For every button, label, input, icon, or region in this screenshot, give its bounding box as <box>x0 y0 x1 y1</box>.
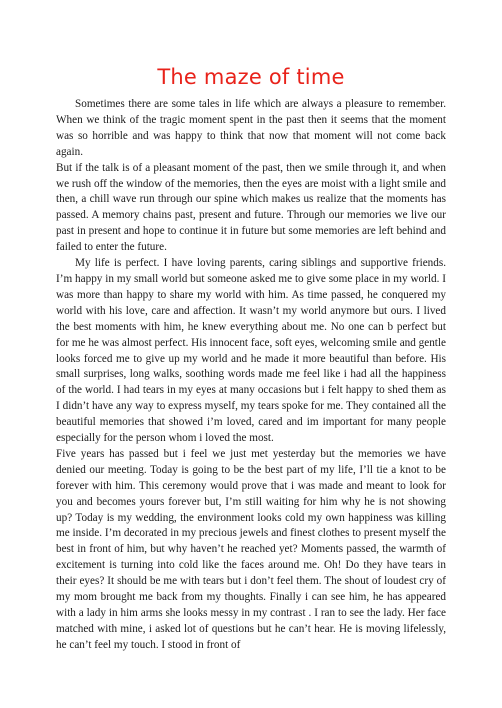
document-title: The maze of time <box>157 65 345 89</box>
document-body <box>56 97 446 654</box>
paragraph: Five years has passed but i feel we just met yesterday but the memories we have denied our meeting. Today is going to be the best part of my life, I’ll tie a knot to be forever with him. This ceremony would prove that i was made and meant to look for you and becomes yours forever but, I’m still waiting for him why he is not showing up? Today is my wedding, the environment looks cold my own happiness was killing me inside. I’m decorated in my precious jewels and finest clothes to present myself the best in front of him, but why haven’t he reached yet? Moments passed, the warmth of excitement is turning into cold like the faces around me. Oh! Do they have tears in their eyes? It should be me with tears but i don’t feel them. The shout of loudest cry of my mom brought me back from my thoughts. Finally i can see him, he has appeared with a lady in him arms she looks messy in my contrast . I ran to see the lady. Her face matched with mine, i asked lot of questions but he can’t hear. He is moving lifelessly, he can’t feel my touch. I stood in front of <box>56 447 446 651</box>
paragraph: But if the talk is of a pleasant moment of the past, then we smile through it, and when we rush off the window of the memories, then the eyes are moist with a light smile and then, a chill wave run through our spine which makes us realize that the moments has passed. A memory chains past, present and future. Through our memories we live our past in present and hope to continue it in future but some memories are left behind and failed to enter the future. <box>56 161 446 254</box>
paragraph: Sometimes there are some tales in life which are always a pleasure to remember. When we think of the tragic moment spent in the past then it seems that the moment was so horrible and was happy to think that now that moment will not come back again. <box>56 98 446 158</box>
paragraph: My life is perfect. I have loving parents, caring siblings and supportive friends. I’m happy in my small world but someone asked me to give some place in my world. I was more than happy to share my world with him. As time passed, he conquered my world with his love, care and affection. It wasn’t my world anymore but ours. I lived the best moments with him, he knew everything about me. No one can b perfect but for me he was almost perfect. His innocent face, soft eyes, welcoming smile and gentle looks forced me to give up my world and he made it more beautiful than before. His small surprises, long walks, soothing words made me feel like i had all the happiness of the world. I had tears in my eyes at many occasions but i felt happy to shed them as I didn’t have any way to express myself, my tears spoke for me. They contained all the beautiful memories that showed i’m loved, cared and im important for many people especially for the person whom i loved the most. <box>56 257 446 445</box>
